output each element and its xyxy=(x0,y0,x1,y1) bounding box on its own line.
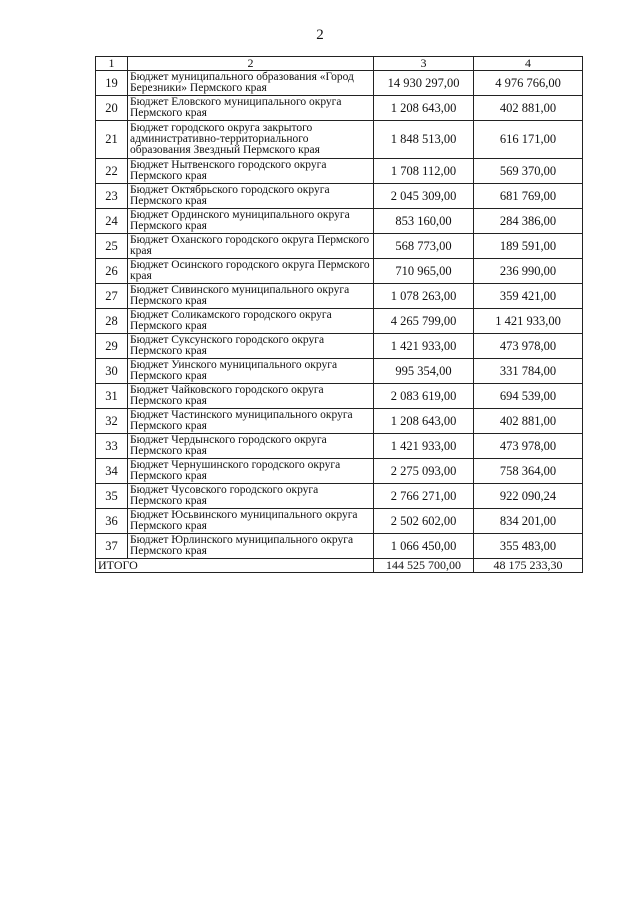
row-col3-amount: 1 066 450,00 xyxy=(374,534,474,559)
row-number: 27 xyxy=(96,284,128,309)
row-col3-amount: 2 502 602,00 xyxy=(374,509,474,534)
row-number: 21 xyxy=(96,121,128,159)
column-header-1: 1 xyxy=(96,57,128,71)
row-number: 24 xyxy=(96,209,128,234)
budget-table xyxy=(95,56,583,573)
table-row xyxy=(96,96,583,121)
table-row xyxy=(96,159,583,184)
page-number: 2 xyxy=(316,27,324,43)
row-col4-amount: 473 978,00 xyxy=(474,334,583,359)
row-col3-amount: 2 083 619,00 xyxy=(374,384,474,409)
row-number: 37 xyxy=(96,534,128,559)
row-col3-amount: 4 265 799,00 xyxy=(374,309,474,334)
row-budget-name: Бюджет Юсьвинского муниципального округа Пермского края xyxy=(128,509,374,534)
row-col4-amount: 922 090,24 xyxy=(474,484,583,509)
table-row xyxy=(96,309,583,334)
row-col3-amount: 1 421 933,00 xyxy=(374,434,474,459)
column-header-4: 4 xyxy=(474,57,583,71)
row-col3-amount: 1 848 513,00 xyxy=(374,121,474,159)
total-label: ИТОГО xyxy=(96,559,374,573)
row-col3-amount: 853 160,00 xyxy=(374,209,474,234)
row-col4-amount: 834 201,00 xyxy=(474,509,583,534)
row-number: 36 xyxy=(96,509,128,534)
row-budget-name: Бюджет Октябрьского городского округа Пермского края xyxy=(128,184,374,209)
row-number: 28 xyxy=(96,309,128,334)
row-col4-amount: 189 591,00 xyxy=(474,234,583,259)
row-budget-name: Бюджет Чердынского городского округа Пермского края xyxy=(128,434,374,459)
row-col3-amount: 568 773,00 xyxy=(374,234,474,259)
table-row xyxy=(96,409,583,434)
row-number: 34 xyxy=(96,459,128,484)
table-row xyxy=(96,71,583,96)
row-col4-amount: 236 990,00 xyxy=(474,259,583,284)
row-number: 29 xyxy=(96,334,128,359)
table-row xyxy=(96,121,583,159)
table-row xyxy=(96,234,583,259)
row-budget-name: Бюджет Нытвенского городского округа Пермского края xyxy=(128,159,374,184)
row-budget-name: Бюджет Суксунского городского округа Пермского края xyxy=(128,334,374,359)
total-row xyxy=(96,559,583,573)
row-budget-name: Бюджет Чернушинского городского округа Пермского края xyxy=(128,459,374,484)
row-col4-amount: 355 483,00 xyxy=(474,534,583,559)
row-number: 23 xyxy=(96,184,128,209)
row-col3-amount: 995 354,00 xyxy=(374,359,474,384)
row-budget-name: Бюджет Оханского городского округа Пермского края xyxy=(128,234,374,259)
row-col4-amount: 402 881,00 xyxy=(474,96,583,121)
row-col3-amount: 1 208 643,00 xyxy=(374,409,474,434)
row-budget-name: Бюджет Еловского муниципального округа Пермского края xyxy=(128,96,374,121)
table-header-row xyxy=(96,57,583,71)
row-col3-amount: 14 930 297,00 xyxy=(374,71,474,96)
row-col3-amount: 2 275 093,00 xyxy=(374,459,474,484)
row-col4-amount: 331 784,00 xyxy=(474,359,583,384)
total-col4: 48 175 233,30 xyxy=(474,559,583,573)
row-col4-amount: 284 386,00 xyxy=(474,209,583,234)
row-col3-amount: 1 708 112,00 xyxy=(374,159,474,184)
table-row xyxy=(96,284,583,309)
row-budget-name: Бюджет Чусовского городского округа Пермского края xyxy=(128,484,374,509)
table-row xyxy=(96,434,583,459)
row-budget-name: Бюджет Юрлинского муниципального округа Пермского края xyxy=(128,534,374,559)
row-budget-name: Бюджет Ординского муниципального округа Пермского края xyxy=(128,209,374,234)
row-budget-name: Бюджет Частинского муниципального округа Пермского края xyxy=(128,409,374,434)
row-number: 25 xyxy=(96,234,128,259)
row-col4-amount: 758 364,00 xyxy=(474,459,583,484)
row-number: 33 xyxy=(96,434,128,459)
table-row xyxy=(96,384,583,409)
row-col3-amount: 2 766 271,00 xyxy=(374,484,474,509)
row-col4-amount: 473 978,00 xyxy=(474,434,583,459)
row-number: 22 xyxy=(96,159,128,184)
row-budget-name: Бюджет городского округа закрытого административно-территориального образования Звездный Пермского края xyxy=(128,121,374,159)
row-number: 19 xyxy=(96,71,128,96)
row-col3-amount: 2 045 309,00 xyxy=(374,184,474,209)
row-number: 20 xyxy=(96,96,128,121)
table-row xyxy=(96,484,583,509)
row-col4-amount: 402 881,00 xyxy=(474,409,583,434)
row-col3-amount: 710 965,00 xyxy=(374,259,474,284)
table-row xyxy=(96,334,583,359)
row-budget-name: Бюджет Уинского муниципального округа Пермского края xyxy=(128,359,374,384)
total-col3: 144 525 700,00 xyxy=(374,559,474,573)
row-number: 31 xyxy=(96,384,128,409)
row-number: 30 xyxy=(96,359,128,384)
table-row xyxy=(96,259,583,284)
row-col3-amount: 1 208 643,00 xyxy=(374,96,474,121)
table-row xyxy=(96,209,583,234)
row-number: 35 xyxy=(96,484,128,509)
row-number: 26 xyxy=(96,259,128,284)
row-col4-amount: 1 421 933,00 xyxy=(474,309,583,334)
row-budget-name: Бюджет Соликамского городского округа Пермского края xyxy=(128,309,374,334)
row-col4-amount: 569 370,00 xyxy=(474,159,583,184)
table-row xyxy=(96,509,583,534)
row-col4-amount: 681 769,00 xyxy=(474,184,583,209)
table-row xyxy=(96,184,583,209)
row-budget-name: Бюджет Сивинского муниципального округа Пермского края xyxy=(128,284,374,309)
table-row xyxy=(96,359,583,384)
row-number: 32 xyxy=(96,409,128,434)
table-row xyxy=(96,534,583,559)
row-col4-amount: 359 421,00 xyxy=(474,284,583,309)
column-header-3: 3 xyxy=(374,57,474,71)
row-col3-amount: 1 078 263,00 xyxy=(374,284,474,309)
row-budget-name: Бюджет муниципального образования «Город Березники» Пермского края xyxy=(128,71,374,96)
table-row xyxy=(96,459,583,484)
row-budget-name: Бюджет Осинского городского округа Пермского края xyxy=(128,259,374,284)
row-col4-amount: 694 539,00 xyxy=(474,384,583,409)
row-col4-amount: 616 171,00 xyxy=(474,121,583,159)
row-col4-amount: 4 976 766,00 xyxy=(474,71,583,96)
row-col3-amount: 1 421 933,00 xyxy=(374,334,474,359)
row-budget-name: Бюджет Чайковского городского округа Пермского края xyxy=(128,384,374,409)
column-header-2: 2 xyxy=(128,57,374,71)
